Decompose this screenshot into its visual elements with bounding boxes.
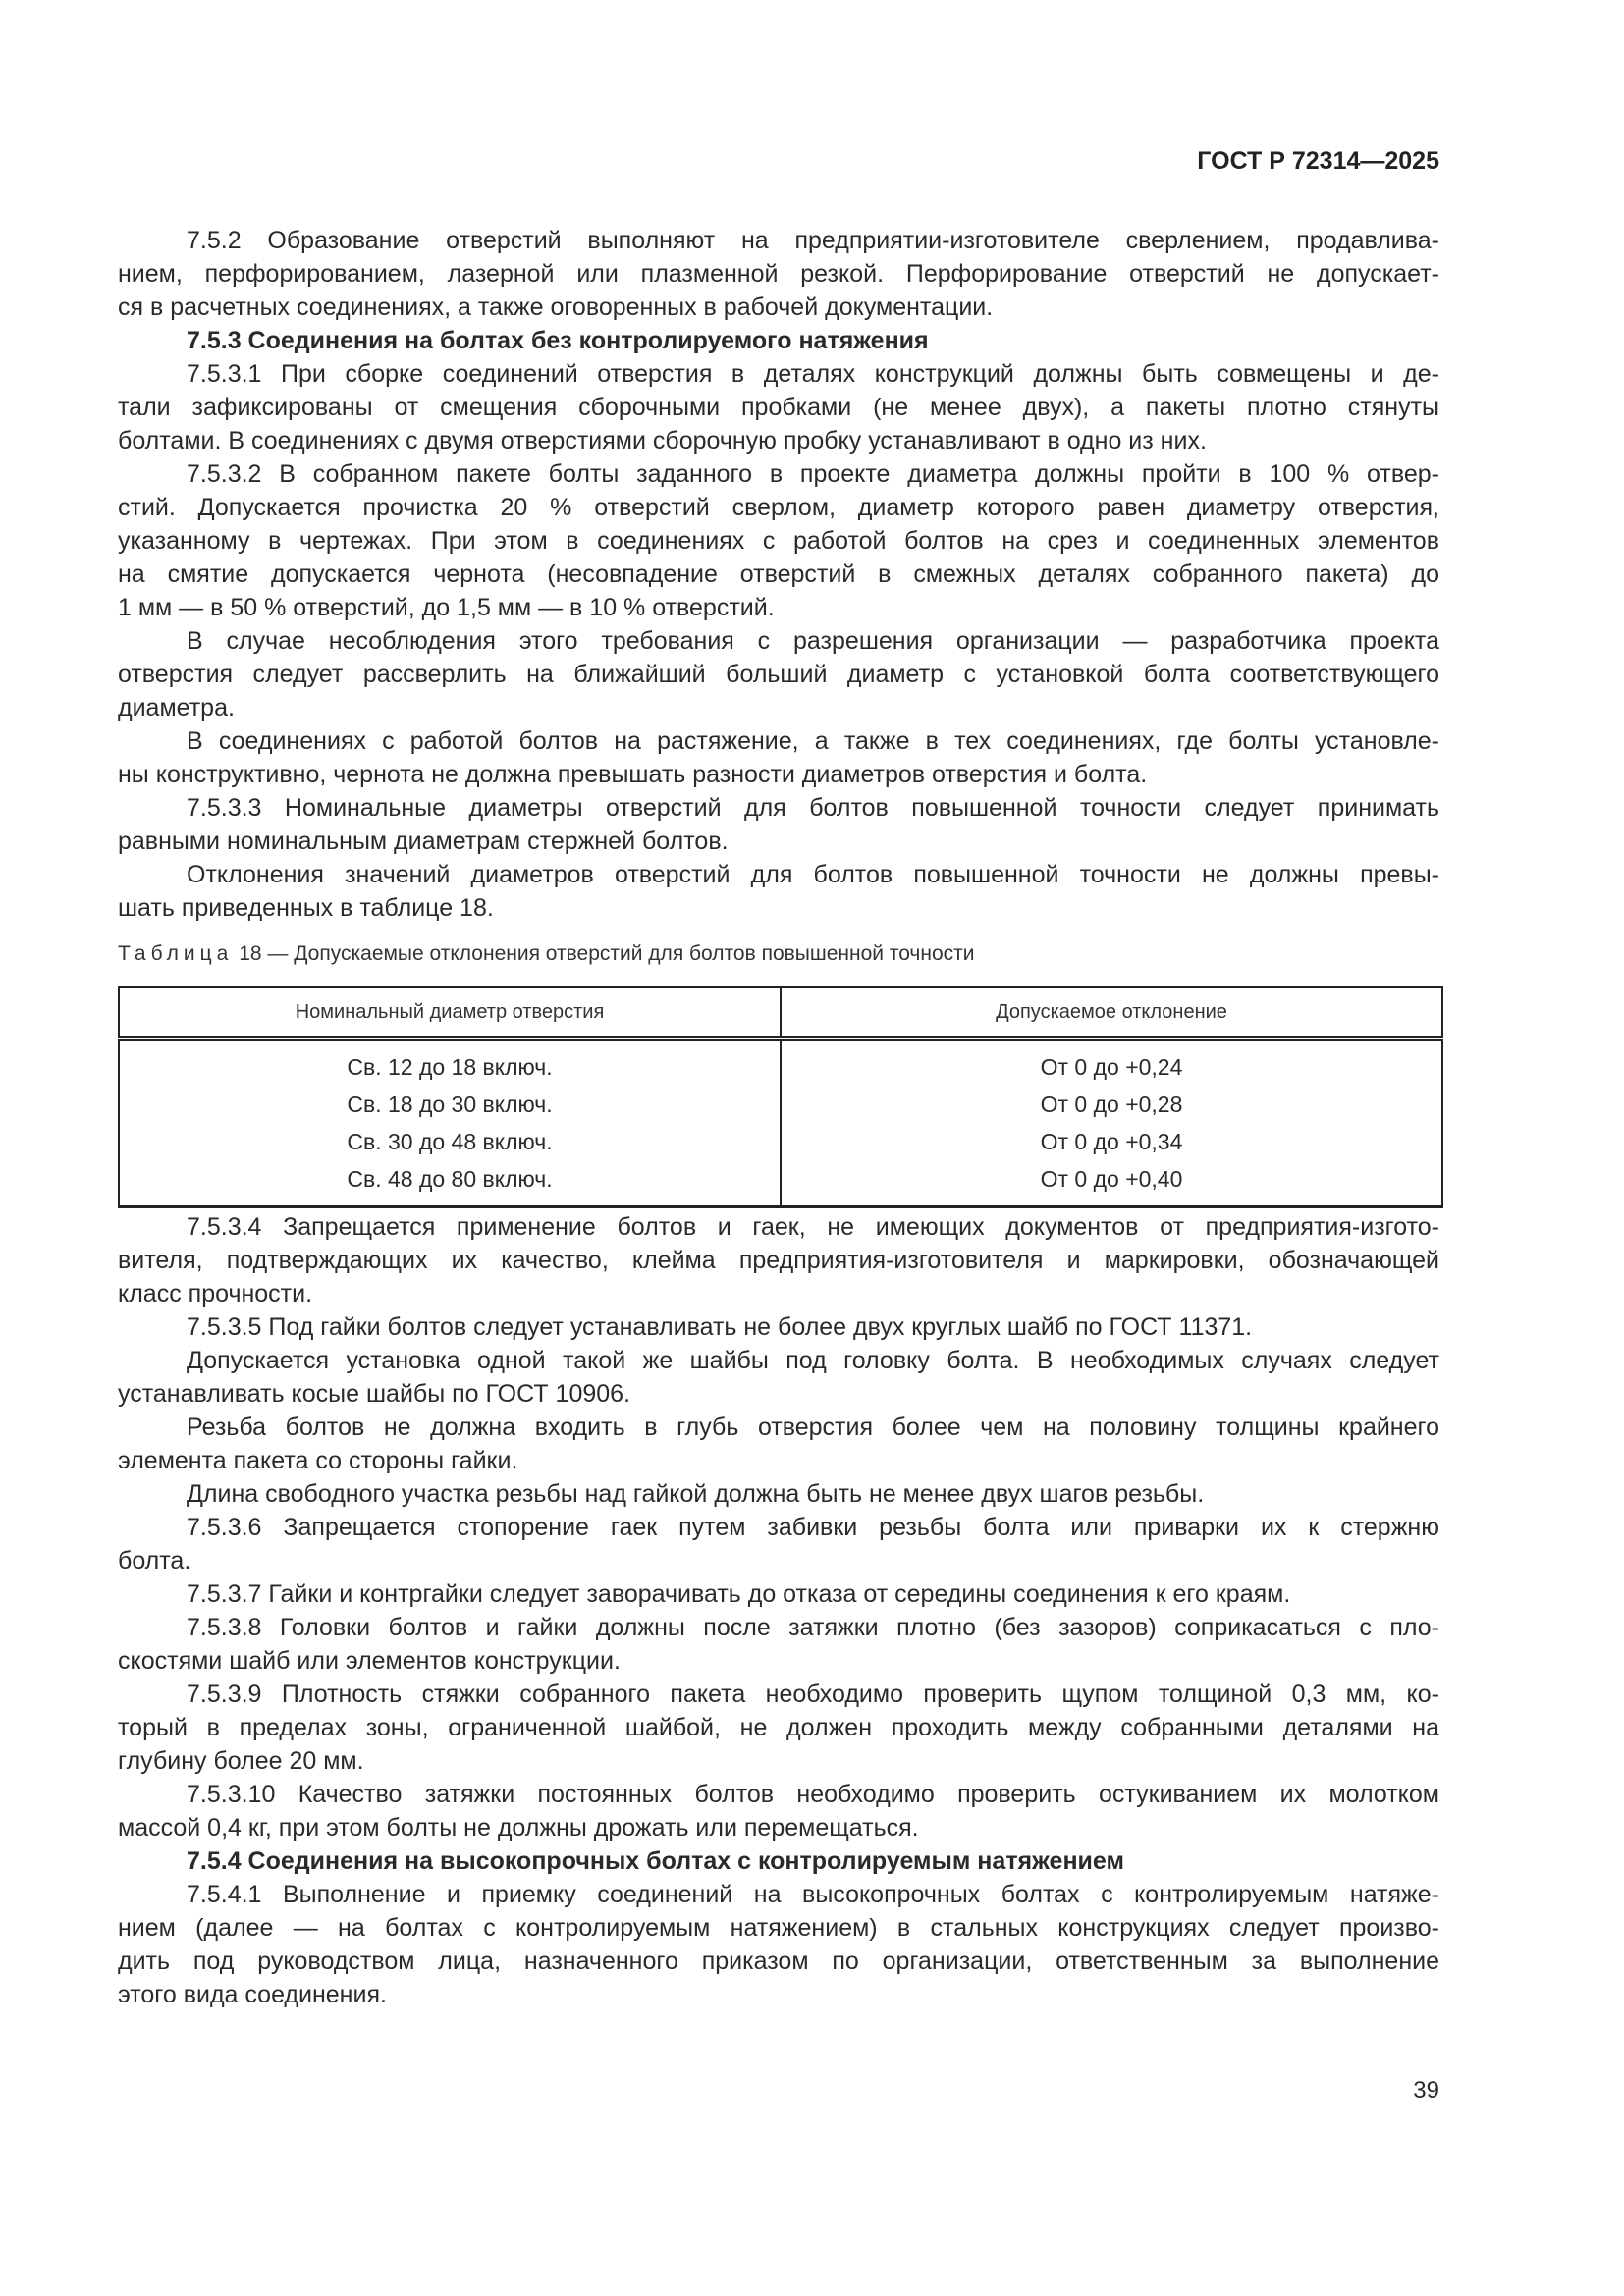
paragraph-line: Длина свободного участка резьбы над гайкой должна быть не менее двух шагов резьбы. — [187, 1480, 1205, 1508]
paragraph-line: 7.5.3.1 При сборке соединений отверстия в деталях конструкций должны быть совмещены и де- — [187, 360, 1439, 388]
paragraph-line: болтами. В соединениях с двумя отверстиями сборочную пробку устанавливают в одно из них. — [118, 427, 1207, 454]
paragraph-line: этого вида соединения. — [118, 1981, 387, 2008]
paragraph-line: диаметра. — [118, 694, 235, 721]
cell-diameter: Св. 12 до 18 включ. — [119, 1039, 781, 1087]
header-allowed-deviation: Допускаемое отклонение — [781, 988, 1442, 1039]
cell-diameter: Св. 48 до 80 включ. — [119, 1160, 781, 1207]
paragraph-line: нием (далее — на болтах с контролируемым натяжением) в стальных конструкциях следует произво- — [118, 1914, 1439, 1942]
paragraph-line: 7.5.3.5 Под гайки болтов следует устанавливать не более двух круглых шайб по ГОСТ 11371. — [187, 1313, 1253, 1341]
table-caption — [118, 942, 975, 966]
paragraph-line: 7.5.4.1 Выполнение и приемку соединений на высокопрочных болтах с контролируемым натяже- — [187, 1881, 1439, 1908]
text-block-before-table — [118, 224, 1439, 925]
document-header-id: ГОСТ Р 72314—2025 — [1197, 147, 1439, 175]
paragraph-line: В случае несоблюдения этого требования с разрешения организации — разработчика проекта — [187, 627, 1439, 655]
header-nominal-diameter: Номинальный диаметр отверстия — [119, 988, 781, 1039]
paragraph-line: Резьба болтов не должна входить в глубь отверстия более чем на половину толщины крайнего — [187, 1414, 1439, 1441]
cell-diameter: Св. 18 до 30 включ. — [119, 1086, 781, 1123]
table-header-row — [119, 988, 1442, 1039]
paragraph-line: скостями шайб или элементов конструкции. — [118, 1647, 621, 1675]
paragraph-line: 7.5.3.10 Качество затяжки постоянных болтов необходимо проверить остукиванием их молотком — [187, 1781, 1439, 1808]
paragraph-line: В соединениях с работой болтов на растяжение, а также в тех соединениях, где болты установле- — [187, 727, 1439, 755]
paragraph-line: отверстия следует рассверлить на ближайший больший диаметр с установкой болта соответствующего — [118, 661, 1439, 688]
section-heading: 7.5.3 Соединения на болтах без контролируемого натяжения — [187, 327, 929, 354]
paragraph-line: 7.5.3.7 Гайки и контргайки следует заворачивать до отказа от середины соединения к его краям. — [187, 1580, 1291, 1608]
cell-deviation: От 0 до +0,28 — [1040, 1091, 1183, 1117]
tolerance-table — [118, 986, 1443, 1208]
table-row — [119, 1039, 1442, 1087]
paragraph-line: равными номинальным диаметрам стержней болтов. — [118, 828, 729, 855]
paragraph-line: 7.5.3.6 Запрещается стопорение гаек путем забивки резьбы болта или приварки их к стержню — [187, 1514, 1439, 1541]
table-caption-label: Таблица — [118, 942, 234, 965]
paragraph-line: дить под руководством лица, назначенного приказом по организации, ответственным за выполнение — [118, 1948, 1439, 1975]
text-block-after-table — [118, 1210, 1439, 2011]
cell-deviation: От 0 до +0,34 — [1040, 1128, 1183, 1154]
table-caption-text: 18 — Допускаемые отклонения отверстий для болтов повышенной точности — [239, 942, 975, 965]
paragraph-line: нием, перфорированием, лазерной или плазменной резкой. Перфорирование отверстий не допускает- — [118, 260, 1439, 288]
cell-deviation: От 0 до +0,40 — [1040, 1165, 1183, 1192]
paragraph-line: массой 0,4 кг, при этом болты не должны дрожать или перемещаться. — [118, 1814, 919, 1842]
cell-deviation: От 0 до +0,24 — [1040, 1053, 1183, 1080]
paragraph-line: болта. — [118, 1547, 191, 1575]
table-row — [119, 1123, 1442, 1160]
paragraph-line: Отклонения значений диаметров отверстий для болтов повышенной точности не должны превы- — [187, 861, 1439, 888]
paragraph-line: 7.5.3.2 В собранном пакете болты заданного в проекте диаметра должны пройти в 100 % отвер- — [187, 460, 1439, 488]
cell-diameter: Св. 30 до 48 включ. — [119, 1123, 781, 1160]
paragraph-line: ся в расчетных соединениях, а также оговоренных в рабочей документации. — [118, 294, 994, 321]
table-row — [119, 1086, 1442, 1123]
paragraph-line: тали зафиксированы от смещения сборочными пробками (не менее двух), а пакеты плотно стянуты — [118, 394, 1439, 421]
page-number: 39 — [1413, 2077, 1439, 2104]
paragraph-line: вителя, подтверждающих их качество, клейма предприятия-изготовителя и маркировки, обозначающей — [118, 1247, 1439, 1274]
paragraph-line: шать приведенных в таблице 18. — [118, 894, 494, 922]
paragraph-line: элемента пакета со стороны гайки. — [118, 1447, 518, 1474]
paragraph-line: 7.5.3.3 Номинальные диаметры отверстий для болтов повышенной точности следует принимать — [187, 794, 1439, 822]
paragraph-line: на смятие допускается чернота (несовпадение отверстий в смежных деталях собранного пакета) до — [118, 561, 1439, 588]
table-row — [119, 1160, 1442, 1207]
paragraph-line: указанному в чертежах. При этом в соединениях с работой болтов на срез и соединенных элементов — [118, 527, 1439, 555]
paragraph-line: класс прочности. — [118, 1280, 313, 1308]
paragraph-line: устанавливать косые шайбы по ГОСТ 10906. — [118, 1380, 631, 1408]
paragraph-line: 7.5.3.8 Головки болтов и гайки должны после затяжки плотно (без зазоров) соприкасаться с пло- — [187, 1614, 1439, 1641]
paragraph-line: Допускается установка одной такой же шайбы под головку болта. В необходимых случаях следует — [187, 1347, 1439, 1374]
section-heading: 7.5.4 Соединения на высокопрочных болтах с контролируемым натяжением — [187, 1847, 1124, 1875]
paragraph-line: 7.5.3.4 Запрещается применение болтов и гаек, не имеющих документов от предприятия-изгото- — [187, 1213, 1439, 1241]
paragraph-line: ны конструктивно, чернота не должна превышать разности диаметров отверстия и болта. — [118, 761, 1148, 788]
paragraph-line: 1 мм — в 50 % отверстий, до 1,5 мм — в 10 % отверстий. — [118, 594, 775, 621]
paragraph-line: торый в пределах зоны, ограниченной шайбой, не должен проходить между собранными деталями на — [118, 1714, 1439, 1741]
paragraph-line: стий. Допускается прочистка 20 % отверстий сверлом, диаметр которого равен диаметру отверстия, — [118, 494, 1439, 521]
paragraph-line: 7.5.3.9 Плотность стяжки собранного пакета необходимо проверить щупом толщиной 0,3 мм, ко- — [187, 1681, 1439, 1708]
paragraph-line: 7.5.2 Образование отверстий выполняют на предприятии-изготовителе сверлением, продавлива- — [187, 227, 1439, 254]
paragraph-line: глубину более 20 мм. — [118, 1747, 364, 1775]
